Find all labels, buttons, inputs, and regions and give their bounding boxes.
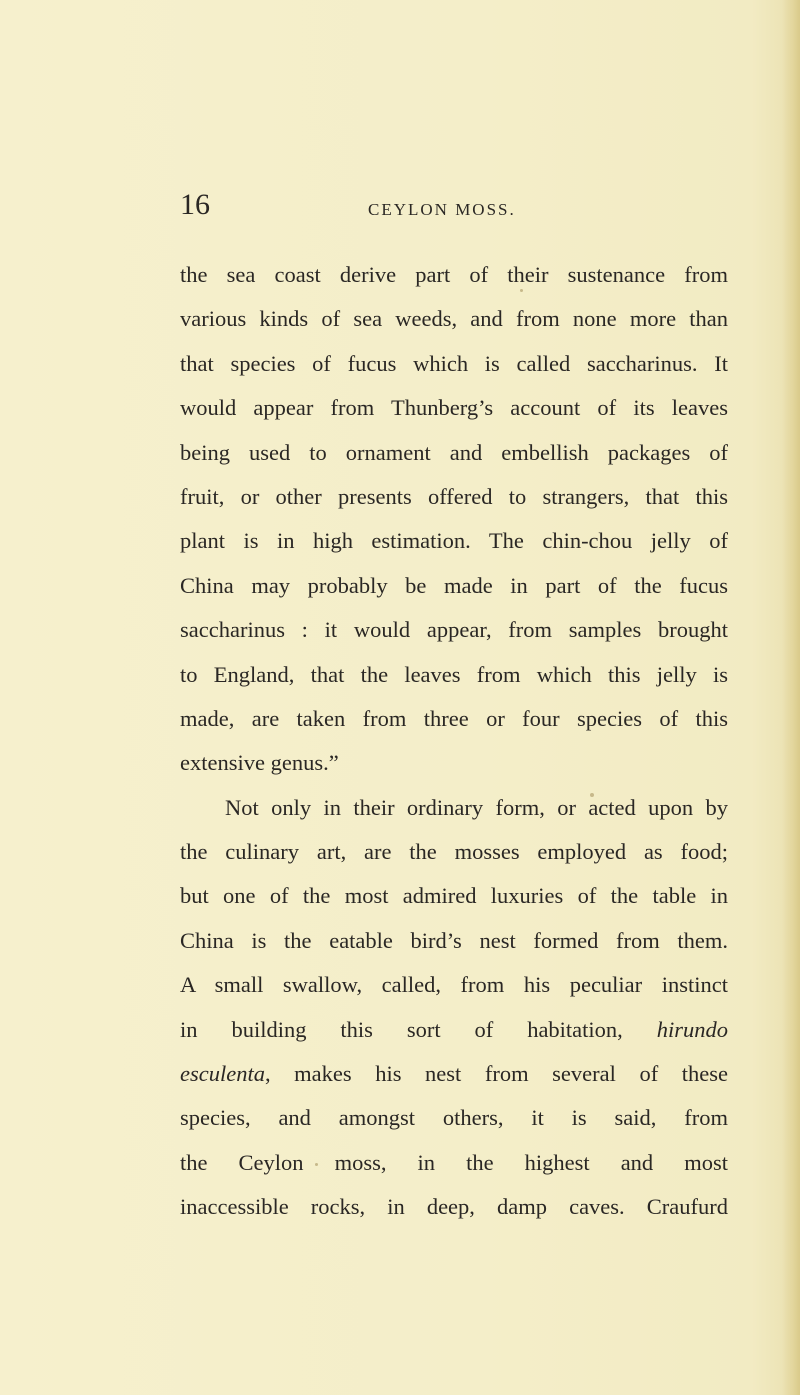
page-number: 16 [180,188,210,221]
text-line: inaccessible rocks, in deep, damp caves. Craufurd [180,1194,728,1220]
text-line: various kinds of sea weeds, and from none more than [180,306,728,332]
text-line: made, are taken from three or four species of this [180,705,728,731]
running-title: CEYLON MOSS. [368,200,516,219]
text-line: A small swallow, called, from his peculiar instinct [180,972,728,998]
text-line: the culinary art, are the mosses employed as food; [180,839,728,865]
italic-term: esculenta [180,1061,265,1087]
text-line: extensive genus.” [180,750,339,776]
text-line: being used to ornament and embellish packages of [180,439,728,465]
text-line: the sea coast derive part of their sustenance from [180,262,728,287]
text-line: that species of fucus which is called saccharinus. It [180,350,728,376]
text-line-with-italic [180,1008,728,1052]
text-line: species, and amongst others, it is said, from [180,1105,728,1131]
text-line: saccharinus : it would appear, from samples brought [180,617,728,643]
text-fragment: in building this sort of habitation, [180,1016,623,1042]
text-line: would appear from Thunberg’s account of its leaves [180,395,728,421]
text-line: China is the eatable bird’s nest formed from them. [180,927,728,953]
body-text [180,253,728,1230]
text-fragment: , makes his nest from several of these [264,1061,728,1087]
running-head [0,188,800,226]
text-line: but one of the most admired luxuries of the table in [180,883,728,909]
text-line: the Ceylon moss, in the highest and most [180,1149,728,1175]
text-line: China may probably be made in part of the fucus [180,572,728,598]
text-line: to England, that the leaves from which this jelly is [180,661,728,687]
italic-term: hirundo [656,1016,728,1042]
text-line: plant is in high estimation. The chin-chou jelly of [180,528,728,554]
text-line-with-italic [180,1052,728,1096]
text-line: Not only in their ordinary form, or acted upon by [225,794,728,820]
text-line: fruit, or other presents offered to strangers, that this [180,483,728,509]
